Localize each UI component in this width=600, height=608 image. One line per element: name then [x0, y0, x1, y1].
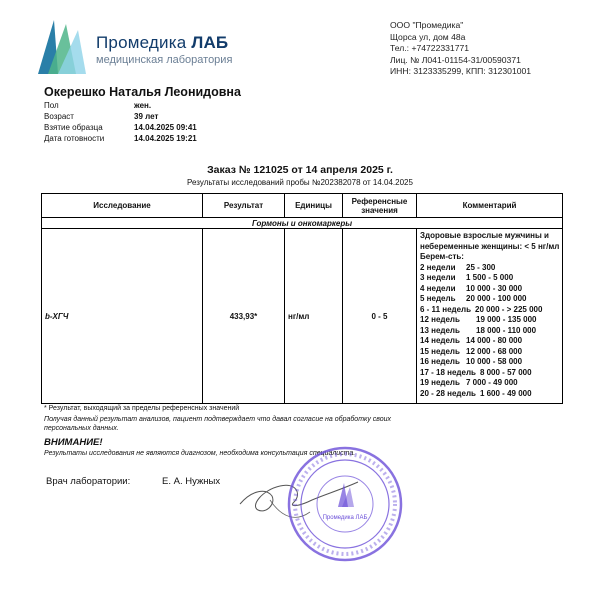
stamp-text: Промедика ЛАБ [322, 515, 368, 521]
order-subtitle: Результаты исследований пробы №202382078 от 14.04.2025 [187, 178, 413, 187]
week-row: 12 недель 19 000 - 135 000 [420, 315, 537, 324]
header-comment: Комментарий [417, 194, 563, 218]
header-reference: Референсные значения [343, 194, 417, 218]
week-row: 5 недель 20 000 - 100 000 [420, 294, 527, 303]
patient-sex: Пол жен. [44, 101, 152, 110]
doctor-name: Е. А. Нужных [162, 476, 221, 487]
results-table [41, 193, 563, 404]
test-comment: Здоровые взрослые мужчины и небеременные женщины: < 5 нг/мл Берем-сть: 2 недели 25 - 300 3 недели 1 500 - 5 000 4 недели 10 000 - 30 000 5 недель 20 000 - 100 000 6 - 11 недель 20 000 - > 225 000 12 недель 19 000 - 135 000 13 недель 18 000 - 110 000 14 недель 14 000 - 80 000 15 недель 12 000 - 68 000 16 недель 10 000 - 58 000 17 - 18 недель 8 000 - 57 000 19 недель 7 000 - 49 000 20 - 28 недель 1 600 - 49 000 [417, 229, 563, 404]
doctor-label: Врач лаборатории: [46, 476, 131, 487]
week-row: 6 - 11 недель 20 000 - > 225 000 [420, 304, 543, 314]
test-result: 433,93* [203, 229, 285, 404]
header-result: Результат [203, 194, 285, 218]
week-row: 14 недель 14 000 - 80 000 [420, 336, 523, 345]
week-row: 2 недели 25 - 300 [420, 262, 496, 272]
table-row [42, 229, 563, 404]
brand-subtitle: медицинская лаборатория [96, 54, 233, 66]
warning-title: ВНИМАНИЕ! [44, 437, 103, 448]
week-row: 13 недель 18 000 - 110 000 [420, 325, 537, 335]
test-unit: нг/мл [285, 229, 343, 404]
disclaimer: Результаты исследования не являются диагнозом, необходима консультация специалиста. [44, 450, 356, 457]
company-info: ООО "Промедика" Щорса ул, дом 48а Тел.: +74722331771 Лиц. № Л041-01154-31/00590371 ИНН: 3123335299, КПП: 312301001 [390, 20, 532, 77]
header-test: Исследование [42, 194, 203, 218]
group-title: Гормоны и онкомаркеры [42, 218, 563, 229]
consent-note: Получая данный результат анализов, пациент подтверждает что давал согласие на обработку своих персональных данных. [44, 416, 392, 432]
week-row: 20 - 28 недель 1 600 - 49 000 [420, 388, 532, 398]
logo-icon [36, 16, 88, 78]
table-group-row [42, 218, 563, 229]
brand-name: Промедика ЛАБ [96, 33, 229, 52]
order-title: Заказ № 121025 от 14 апреля 2025 г. [207, 164, 393, 176]
header-unit: Единицы [285, 194, 343, 218]
out-of-range-note: * Результат, выходящий за пределы референсных значений [44, 405, 240, 412]
week-row: 4 недели 10 000 - 30 000 [420, 283, 523, 293]
week-row: 16 недель 10 000 - 58 000 [420, 357, 523, 366]
ready-date: Дата готовности 14.04.2025 19:21 [44, 134, 197, 143]
week-row: 3 недели 1 500 - 5 000 [420, 273, 514, 282]
week-row: 15 недель 12 000 - 68 000 [420, 346, 523, 356]
table-header-row [42, 194, 563, 218]
test-reference: 0 - 5 [343, 229, 417, 404]
sample-date: Взятие образца 14.04.2025 09:41 [44, 123, 197, 132]
patient-name: Окерешко Наталья Леонидовна [44, 85, 241, 99]
stamp-icon [286, 445, 404, 563]
week-row: 17 - 18 недель 8 000 - 57 000 [420, 367, 532, 377]
week-row: 19 недель 7 000 - 49 000 [420, 378, 518, 387]
test-name: b-ХГЧ [42, 229, 203, 404]
patient-age: Возраст 39 лет [44, 112, 159, 121]
